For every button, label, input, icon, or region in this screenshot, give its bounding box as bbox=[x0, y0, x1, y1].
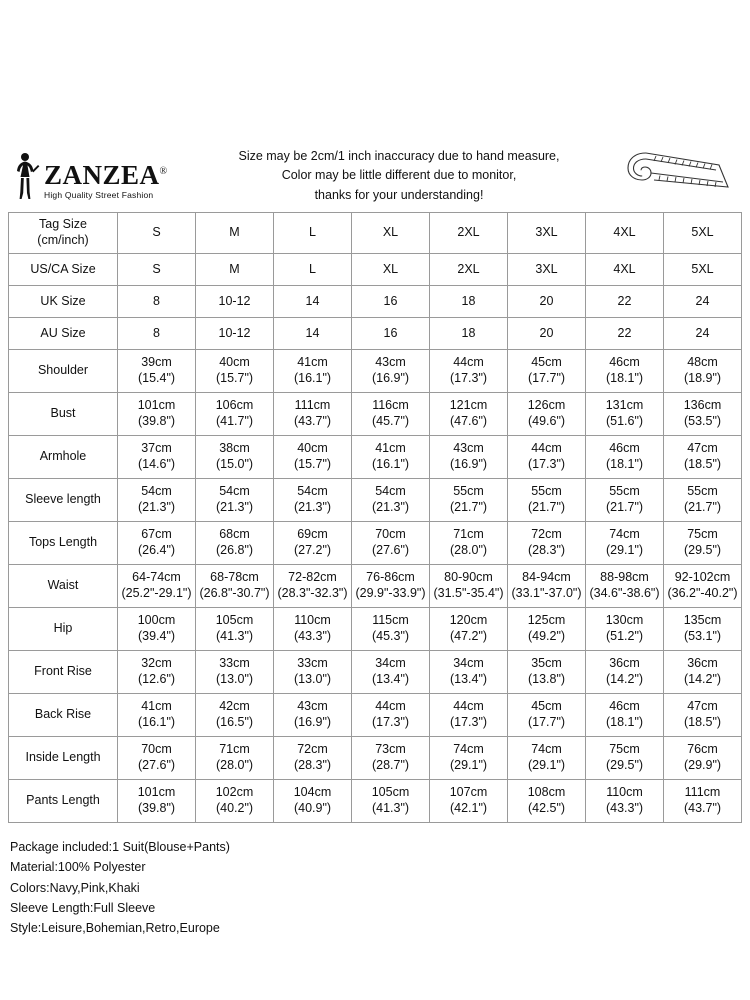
table-cell: 16 bbox=[352, 318, 430, 350]
row-label-us-ca-size: US/CA Size bbox=[9, 254, 118, 286]
table-cell: 71cm (28.0") bbox=[196, 737, 274, 780]
table-row bbox=[9, 436, 742, 479]
detail-sleeve-length: Sleeve Length:Full Sleeve bbox=[10, 900, 156, 915]
table-cell: 2XL bbox=[430, 254, 508, 286]
product-details bbox=[8, 837, 742, 938]
table-cell: 10-12 bbox=[196, 286, 274, 318]
detail-package-included: Package included:1 Suit(Blouse+Pants) bbox=[10, 840, 230, 854]
note-line-2: Color may be little different due to monitor, bbox=[281, 168, 517, 183]
table-cell: 36cm (14.2") bbox=[664, 651, 742, 694]
table-cell: 33cm (13.0") bbox=[274, 651, 352, 694]
table-cell: 14 bbox=[274, 318, 352, 350]
row-label-inside-length: Inside Length bbox=[9, 737, 118, 780]
table-cell: 100cm (39.4") bbox=[118, 608, 196, 651]
table-cell: 68-78cm (26.8"-30.7") bbox=[196, 565, 274, 608]
table-cell: 41cm (16.1") bbox=[274, 350, 352, 393]
table-cell: 44cm (17.3") bbox=[430, 350, 508, 393]
row-label-front-rise: Front Rise bbox=[9, 651, 118, 694]
table-cell: S bbox=[118, 213, 196, 254]
table-cell: 2XL bbox=[430, 213, 508, 254]
table-cell: 84-94cm (33.1"-37.0") bbox=[508, 565, 586, 608]
note-line-1: Size may be 2cm/1 inch inaccuracy due to hand measure, bbox=[238, 148, 560, 163]
brand-text bbox=[44, 159, 168, 202]
table-cell: 130cm (51.2") bbox=[586, 608, 664, 651]
table-row bbox=[9, 350, 742, 393]
brand-logo bbox=[8, 151, 194, 201]
table-cell: 126cm (49.6") bbox=[508, 393, 586, 436]
table-cell: 69cm (27.2") bbox=[274, 522, 352, 565]
table-cell: 70cm (27.6") bbox=[352, 522, 430, 565]
brand-name bbox=[44, 159, 168, 190]
table-cell: 46cm (18.1") bbox=[586, 350, 664, 393]
table-cell: XL bbox=[352, 254, 430, 286]
table-cell: 71cm (28.0") bbox=[430, 522, 508, 565]
row-label-armhole: Armhole bbox=[9, 436, 118, 479]
table-cell: 20 bbox=[508, 318, 586, 350]
table-cell: 105cm (41.3") bbox=[352, 780, 430, 823]
table-cell: 46cm (18.1") bbox=[586, 436, 664, 479]
table-cell: 105cm (41.3") bbox=[196, 608, 274, 651]
table-cell: 3XL bbox=[508, 254, 586, 286]
table-cell: 72-82cm (28.3"-32.3") bbox=[274, 565, 352, 608]
size-chart-sheet bbox=[8, 140, 742, 938]
table-cell: 104cm (40.9") bbox=[274, 780, 352, 823]
row-label-shoulder: Shoulder bbox=[9, 350, 118, 393]
table-cell: 74cm (29.1") bbox=[586, 522, 664, 565]
table-cell: 33cm (13.0") bbox=[196, 651, 274, 694]
table-cell: 125cm (49.2") bbox=[508, 608, 586, 651]
table-cell: 48cm (18.9") bbox=[664, 350, 742, 393]
table-cell: 35cm (13.8") bbox=[508, 651, 586, 694]
size-table-body bbox=[9, 213, 742, 823]
table-row bbox=[9, 393, 742, 436]
table-cell: 116cm (45.7") bbox=[352, 393, 430, 436]
table-cell: 55cm (21.7") bbox=[508, 479, 586, 522]
table-cell: 102cm (40.2") bbox=[196, 780, 274, 823]
table-cell: 18 bbox=[430, 318, 508, 350]
table-cell: 4XL bbox=[586, 213, 664, 254]
table-cell: 47cm (18.5") bbox=[664, 694, 742, 737]
row-label-hip: Hip bbox=[9, 608, 118, 651]
table-cell: 18 bbox=[430, 286, 508, 318]
table-cell: 72cm (28.3") bbox=[508, 522, 586, 565]
detail-colors: Colors:Navy,Pink,Khaki bbox=[10, 880, 140, 895]
table-cell: 115cm (45.3") bbox=[352, 608, 430, 651]
table-cell: 44cm (17.3") bbox=[508, 436, 586, 479]
table-cell: 32cm (12.6") bbox=[118, 651, 196, 694]
table-cell: 37cm (14.6") bbox=[118, 436, 196, 479]
table-cell: 111cm (43.7") bbox=[664, 780, 742, 823]
table-cell: 5XL bbox=[664, 254, 742, 286]
table-cell: 10-12 bbox=[196, 318, 274, 350]
table-cell: XL bbox=[352, 213, 430, 254]
table-cell: 101cm (39.8") bbox=[118, 393, 196, 436]
table-cell: L bbox=[274, 254, 352, 286]
table-row bbox=[9, 737, 742, 780]
measuring-tape-icon bbox=[604, 147, 742, 205]
table-cell: 76-86cm (29.9"-33.9") bbox=[352, 565, 430, 608]
table-cell: 111cm (43.7") bbox=[274, 393, 352, 436]
table-cell: 70cm (27.6") bbox=[118, 737, 196, 780]
table-row bbox=[9, 780, 742, 823]
table-row bbox=[9, 565, 742, 608]
table-cell: 54cm (21.3") bbox=[118, 479, 196, 522]
table-cell: M bbox=[196, 254, 274, 286]
table-cell: 88-98cm (34.6"-38.6") bbox=[586, 565, 664, 608]
table-cell: 8 bbox=[118, 318, 196, 350]
table-cell: 67cm (26.4") bbox=[118, 522, 196, 565]
table-row bbox=[9, 286, 742, 318]
table-cell: 42cm (16.5") bbox=[196, 694, 274, 737]
table-cell: 135cm (53.1") bbox=[664, 608, 742, 651]
table-cell: 34cm (13.4") bbox=[430, 651, 508, 694]
table-cell: 43cm (16.9") bbox=[430, 436, 508, 479]
table-cell: 34cm (13.4") bbox=[352, 651, 430, 694]
table-cell: 54cm (21.3") bbox=[352, 479, 430, 522]
table-cell: 55cm (21.7") bbox=[664, 479, 742, 522]
row-label-uk-size: UK Size bbox=[9, 286, 118, 318]
table-cell: 43cm (16.9") bbox=[352, 350, 430, 393]
table-cell: S bbox=[118, 254, 196, 286]
table-cell: 45cm (17.7") bbox=[508, 350, 586, 393]
table-cell: 101cm (39.8") bbox=[118, 780, 196, 823]
note-line-3: thanks for your understanding! bbox=[314, 187, 484, 202]
registered-mark: ® bbox=[159, 165, 168, 177]
table-cell: 47cm (18.5") bbox=[664, 436, 742, 479]
table-cell: 76cm (29.9") bbox=[664, 737, 742, 780]
row-label-tag-size: Tag Size (cm/inch) bbox=[9, 213, 118, 254]
table-cell: 36cm (14.2") bbox=[586, 651, 664, 694]
table-cell: 120cm (47.2") bbox=[430, 608, 508, 651]
table-cell: 41cm (16.1") bbox=[352, 436, 430, 479]
table-cell: 44cm (17.3") bbox=[352, 694, 430, 737]
table-cell: 22 bbox=[586, 286, 664, 318]
row-label-waist: Waist bbox=[9, 565, 118, 608]
row-label-tops-length: Tops Length bbox=[9, 522, 118, 565]
table-cell: 110cm (43.3") bbox=[274, 608, 352, 651]
table-cell: 75cm (29.5") bbox=[586, 737, 664, 780]
row-label-sleeve-length: Sleeve length bbox=[9, 479, 118, 522]
table-cell: 22 bbox=[586, 318, 664, 350]
table-cell: 121cm (47.6") bbox=[430, 393, 508, 436]
table-cell: 136cm (53.5") bbox=[664, 393, 742, 436]
table-cell: 14 bbox=[274, 286, 352, 318]
table-row bbox=[9, 522, 742, 565]
table-row bbox=[9, 694, 742, 737]
table-cell: 4XL bbox=[586, 254, 664, 286]
table-cell: 108cm (42.5") bbox=[508, 780, 586, 823]
table-cell: 44cm (17.3") bbox=[430, 694, 508, 737]
detail-material: Material:100% Polyester bbox=[10, 860, 146, 875]
table-cell: 131cm (51.6") bbox=[586, 393, 664, 436]
brand-tagline: High Quality Street Fashion bbox=[44, 189, 154, 200]
table-cell: 43cm (16.9") bbox=[274, 694, 352, 737]
row-label-pants-length: Pants Length bbox=[9, 780, 118, 823]
table-cell: 54cm (21.3") bbox=[196, 479, 274, 522]
table-row bbox=[9, 608, 742, 651]
table-cell: 5XL bbox=[664, 213, 742, 254]
table-cell: M bbox=[196, 213, 274, 254]
table-cell: L bbox=[274, 213, 352, 254]
chart-header bbox=[8, 140, 742, 212]
table-cell: 55cm (21.7") bbox=[430, 479, 508, 522]
table-cell: 38cm (15.0") bbox=[196, 436, 274, 479]
table-cell: 20 bbox=[508, 286, 586, 318]
table-row bbox=[9, 213, 742, 254]
woman-silhouette-icon bbox=[14, 151, 40, 201]
size-table bbox=[8, 212, 742, 823]
table-cell: 54cm (21.3") bbox=[274, 479, 352, 522]
measurement-notes bbox=[194, 147, 604, 205]
table-cell: 40cm (15.7") bbox=[274, 436, 352, 479]
table-cell: 41cm (16.1") bbox=[118, 694, 196, 737]
table-cell: 110cm (43.3") bbox=[586, 780, 664, 823]
table-cell: 40cm (15.7") bbox=[196, 350, 274, 393]
table-cell: 73cm (28.7") bbox=[352, 737, 430, 780]
brand-name-text: ZANZEA bbox=[44, 159, 160, 190]
table-cell: 92-102cm (36.2"-40.2") bbox=[664, 565, 742, 608]
table-row bbox=[9, 318, 742, 350]
table-cell: 24 bbox=[664, 286, 742, 318]
table-cell: 72cm (28.3") bbox=[274, 737, 352, 780]
row-label-bust: Bust bbox=[9, 393, 118, 436]
detail-style: Style:Leisure,Bohemian,Retro,Europe bbox=[10, 921, 220, 935]
row-label-back-rise: Back Rise bbox=[9, 694, 118, 737]
table-cell: 3XL bbox=[508, 213, 586, 254]
table-row bbox=[9, 651, 742, 694]
table-cell: 75cm (29.5") bbox=[664, 522, 742, 565]
table-row bbox=[9, 479, 742, 522]
table-cell: 39cm (15.4") bbox=[118, 350, 196, 393]
row-label-au-size: AU Size bbox=[9, 318, 118, 350]
table-cell: 107cm (42.1") bbox=[430, 780, 508, 823]
table-cell: 24 bbox=[664, 318, 742, 350]
table-cell: 68cm (26.8") bbox=[196, 522, 274, 565]
table-cell: 74cm (29.1") bbox=[430, 737, 508, 780]
table-cell: 55cm (21.7") bbox=[586, 479, 664, 522]
table-cell: 74cm (29.1") bbox=[508, 737, 586, 780]
table-cell: 46cm (18.1") bbox=[586, 694, 664, 737]
table-cell: 80-90cm (31.5"-35.4") bbox=[430, 565, 508, 608]
table-cell: 106cm (41.7") bbox=[196, 393, 274, 436]
table-cell: 16 bbox=[352, 286, 430, 318]
table-cell: 64-74cm (25.2"-29.1") bbox=[118, 565, 196, 608]
table-cell: 45cm (17.7") bbox=[508, 694, 586, 737]
table-row bbox=[9, 254, 742, 286]
table-cell: 8 bbox=[118, 286, 196, 318]
